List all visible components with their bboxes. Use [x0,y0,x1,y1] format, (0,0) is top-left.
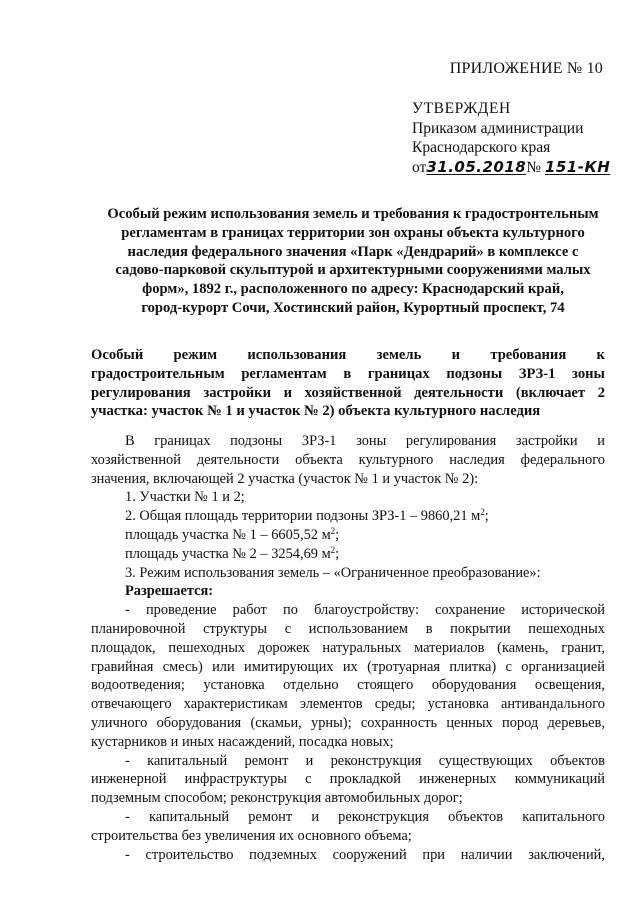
bullet-line: подземным способом; реконструкция автомобильных дорог; [91,790,463,807]
word: регламентам [241,365,327,382]
word: ремонт [248,808,293,825]
word: строительство [145,846,234,863]
paragraph-line [91,451,605,470]
section-heading-line [91,346,605,365]
approval-title: УТВЕРЖДЕН [412,100,511,117]
number-prefix: № [526,158,542,176]
word: благоустройству: [314,602,419,619]
word: установка [203,677,265,694]
superscript: 2 [480,507,485,518]
word: характеристикам [183,696,288,713]
handwritten-date: 31.05.2018 [426,157,527,176]
paragraph-line: значения, включающей 2 участка (участок № 1 и участок № 2): [91,470,479,487]
word: к [596,347,605,363]
bullet-line: кустарников и иных насаждений, посадка новых; [91,733,394,750]
word: (скамьи, [250,714,302,731]
word: (тротуарная [367,658,440,675]
word: заключений, [528,846,605,863]
word: существующих [438,752,533,769]
word: культурного [358,451,434,468]
punctuation: ; [335,545,340,562]
word: прокладкой [329,771,401,788]
word: земель [376,347,422,363]
word: отвечающего [91,696,172,713]
section-heading-line [91,365,605,384]
bullet-line [91,752,605,771]
word: и [311,808,320,825]
word: сохранность [360,714,438,731]
word: или [212,658,235,675]
word: и [305,752,314,769]
word: урны); [311,714,352,731]
word: 2 [597,384,605,401]
word: в [425,620,433,637]
word: - [125,808,130,825]
word: - [125,602,130,619]
list-item [91,526,605,545]
word: в [343,365,352,382]
bullet-line [91,808,605,827]
document-title [95,205,611,318]
bullet-line [91,658,605,677]
word: наследия [449,451,505,468]
word: использования [247,347,347,363]
word: работ [232,602,267,619]
word: материалов [414,639,485,656]
word: инфраструктуры [184,771,287,788]
list-item [91,507,605,526]
word: наличии [460,846,513,863]
superscript: 2 [330,525,336,536]
word: использованием [308,620,409,637]
appendix-label: ПРИЛОЖЕНИЕ № 10 [449,60,603,77]
word: подземных [249,846,317,863]
word: и [283,384,293,401]
word: с [284,620,292,637]
bullet-line [91,770,605,789]
bullet-line [91,846,605,865]
word: площадок, [91,639,156,656]
word: объектов [550,752,605,769]
word: зоны [572,365,605,382]
word: пород [502,714,539,731]
word: сохранение [435,602,506,619]
word: инженерных [419,771,497,788]
word: капитального [522,808,605,825]
word: при [422,846,445,863]
approval-date-line [412,158,610,178]
word: регулирования [405,433,497,449]
word: градостроительным [91,365,225,382]
list-item: 3. Режим использования земель – «Ограниченное преобразование»: [125,564,541,581]
date-prefix: от [412,158,427,176]
word: пешеходных [168,639,246,656]
word: хозяйственной [91,451,181,468]
word: освещения, [534,677,605,694]
word: застройки [515,433,578,449]
word: реконструкция [338,808,429,825]
punctuation: ; [484,508,489,525]
word: регулирования [91,384,191,401]
word: натуральных [322,639,402,656]
word: капитальный [148,808,230,825]
word: пешеходных [528,620,605,637]
word: границах [154,433,211,449]
word: зоны [356,433,387,449]
word: хозяйственной [304,384,402,401]
word: дорожек [257,639,310,656]
area-1-text: площадь участка № 1 – 6605,52 м [125,526,331,543]
word: и [451,347,461,363]
word: с [505,658,512,675]
title-line: садово-парковой скульптурой и архитектурными сооружениями малых [115,262,591,279]
word: - [125,846,130,863]
word: с [305,771,312,788]
word: границах [367,365,430,382]
bullet-line [91,676,605,695]
title-line: Особый режим использования земель и требования к градостронтельным [107,206,599,222]
word: исторической [521,602,605,619]
title-line: наследия федерального значения «Парк «Дендрарий» в комплексе с [127,243,579,260]
word: подзоны [446,365,503,382]
word: требования [490,347,567,363]
word: водоотведения; [91,677,185,694]
area-2-text: площадь участка № 2 – 3254,69 м [125,545,331,562]
word: плитка) [449,658,497,675]
total-area-text: 2. Общая площадь территории подзоны ЗРЗ-1 – 9860,21 м [125,508,481,525]
word: подзоны [230,433,283,449]
word: гранит, [561,639,605,656]
body-text [91,432,605,864]
word: (камень, [497,639,549,656]
bullet-line [91,601,605,620]
word: отдельно [283,677,339,694]
section-heading-line [91,384,605,403]
word: организацией [521,658,605,675]
word: деятельности [196,451,280,468]
word: объектов [448,808,504,825]
word: среды; [374,696,416,713]
word: установка [427,696,489,713]
word: объекта [295,451,343,468]
word: федерального [520,451,605,468]
allowed-heading: Разрешается: [125,583,214,600]
word: инженерной [91,771,167,788]
word: антивандального [500,696,605,713]
word: В [125,433,135,449]
word: проведение [145,602,217,619]
word: коммуникаций [514,771,605,788]
approval-block [412,99,610,177]
approval-issuer-line1: Приказом администрации [412,119,584,137]
punctuation: ; [335,526,340,543]
section-heading-line: участка: участок № 1 и участок № 2) объекта культурного наследия [91,403,541,420]
title-line: город-курорт Сочи, Хостинский район, Курортный проспект, 74 [141,299,565,316]
word: их [342,658,358,675]
word: оборудования [156,714,242,731]
bullet-line [91,695,605,714]
word: смесь) [162,658,203,675]
word: - [125,752,130,769]
approval-issuer-line2: Краснодарского края [412,139,551,156]
word: деревьев, [547,714,605,731]
word: (включает [515,384,586,401]
paragraph-line [91,432,605,451]
word: ремонт [244,752,289,769]
word: ценных [446,714,493,731]
title-line: регламентам в границах территории зон охраны объекта культурного [121,224,585,241]
word: гравийная [91,658,154,675]
word: имитирующих [244,658,334,675]
bullet-line [91,714,605,733]
word: по [283,602,298,619]
word: ЗРЗ-1 [518,365,556,382]
superscript: 2 [330,544,336,555]
word: ЗРЗ-1 [301,433,337,449]
word: капитальный [147,752,228,769]
list-item: 1. Участки № 1 и 2; [125,489,245,506]
list-item [91,545,605,564]
section-heading [91,346,605,421]
word: реконструкция [330,752,422,769]
word: уличного [91,714,148,731]
bullet-line [91,620,605,639]
title-line: форм», 1892 г., расположенного по адресу: Краснодарский край, [142,281,564,298]
word: планировочной [91,620,186,637]
word: и [597,433,605,449]
word: режим [173,347,218,363]
word: деятельности [414,384,504,401]
word: сооружений [332,846,407,863]
word: застройки [203,384,271,401]
bullet-line [91,639,605,658]
word: оборудования [431,677,517,694]
handwritten-number: 151-КН [544,157,611,176]
word: Особый [91,347,144,363]
word: структуры [203,620,268,637]
word: стоящего [357,677,414,694]
word: элементов [299,696,363,713]
bullet-line: строительства без увеличения их основного объема; [91,827,412,844]
word: покрытии [450,620,511,637]
